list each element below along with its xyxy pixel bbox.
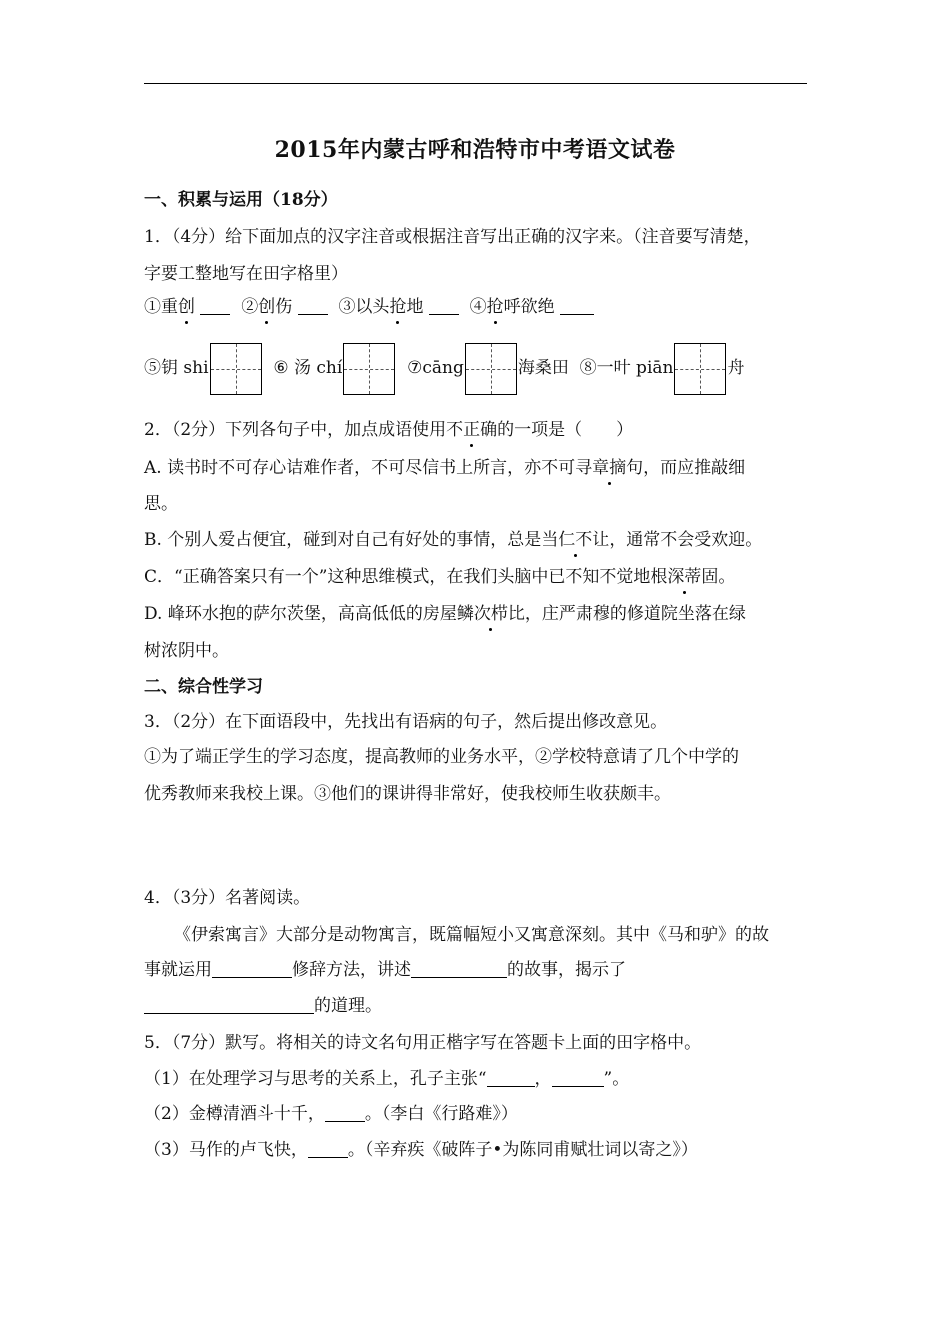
answer-blank[interactable] (429, 298, 459, 315)
tianzige-box[interactable] (210, 343, 262, 395)
q4-passage-line1: 《伊索寓言》大部分是动物寓言，既篇幅短小又寓意深刻。其中《马和驴》的故 (174, 925, 769, 945)
q5-stem: 5．（7分）默写。将相关的诗文名句用正楷字写在答题卡上面的田字格中。 (144, 1033, 702, 1053)
q2-option-b: B. 个别人爱占便宜，碰到对自己有好处的事情，总是当仁不让，通常不会受欢迎。 (144, 530, 763, 550)
q5-sub2: （2）金樽清酒斗十千， 。（李白《行路难》） (144, 1104, 518, 1124)
q2-option-a: A. 读书时不可存心诘难作者，不可尽信书上所言，亦不可寻章摘句，而应推敲细 (144, 458, 746, 478)
answer-blank[interactable] (411, 961, 507, 978)
q2-stem: 2．（2分）下列各句子中，加点成语使用不正确的一项是（ ） (144, 420, 634, 440)
q2-option-d-cont: 树浓阴中。 (144, 641, 229, 661)
answer-blank[interactable] (487, 1070, 535, 1087)
q3-passage-line2: 优秀教师来我校上课。③他们的课讲得非常好，使我校师生收获颇丰。 (144, 784, 671, 804)
q5-sub1: （1）在处理学习与思考的关系上，孔子主张“ ， ”。 (144, 1069, 630, 1089)
answer-blank[interactable] (308, 1141, 348, 1158)
q4-passage-line3: 的道理。 (144, 996, 382, 1016)
section-heading-2: 二、综合性学习 (144, 677, 263, 697)
answer-blank[interactable] (560, 298, 594, 315)
answer-blank[interactable] (552, 1070, 604, 1087)
q4-passage-line2: 事就运用 修辞方法，讲述 的故事，揭示了 (144, 960, 626, 980)
page-title: 2015年内蒙古呼和浩特市中考语文试卷 (274, 137, 676, 163)
tianzige-box[interactable] (674, 343, 726, 395)
q3-passage-line1: ①为了端正学生的学习态度，提高教师的业务水平，②学校特意请了几个中学的 (144, 747, 739, 767)
header-rule (144, 83, 807, 84)
q1-items-a: ①重创 ②创伤 ③以头抢地 ④抢呼欲绝 (144, 297, 594, 317)
q5-sub3: （3）马作的卢飞快， 。（辛弃疾《破阵子•为陈同甫赋壮词以寄之》） (144, 1140, 698, 1160)
q2-option-c: C．“正确答案只有一个”这种思维模式，在我们头脑中已不知不觉地根深蒂固。 (144, 567, 736, 587)
q1-items-b: ⑤钥 shi ⑥ 汤 chí ⑦cāng 海桑田 ⑧一叶 piān 舟 (144, 340, 744, 396)
tianzige-box[interactable] (465, 343, 517, 395)
tianzige-box[interactable] (343, 343, 395, 395)
q2-option-a-cont: 思。 (144, 494, 178, 514)
q3-stem: 3．（2分）在下面语段中，先找出有语病的句子，然后提出修改意见。 (144, 712, 668, 732)
answer-blank[interactable] (200, 298, 230, 315)
answer-blank[interactable] (298, 298, 328, 315)
section-heading-1: 一、积累与运用（18分） (144, 190, 338, 210)
q2-option-d: D. 峰环水抱的萨尔茨堡，高高低低的房屋鳞次栉比，庄严肃穆的修道院坐落在绿 (144, 604, 746, 624)
answer-blank[interactable] (144, 997, 314, 1014)
q1-stem-line1: 1．（4分）给下面加点的汉字注音或根据注音写出正确的汉字来。（注音要写清楚， (144, 227, 761, 247)
answer-blank[interactable] (212, 961, 292, 978)
q4-stem: 4．（3分）名著阅读。 (144, 888, 311, 908)
q1-stem-line2: 字要工整地写在田字格里） (144, 264, 348, 284)
answer-blank[interactable] (325, 1105, 365, 1122)
